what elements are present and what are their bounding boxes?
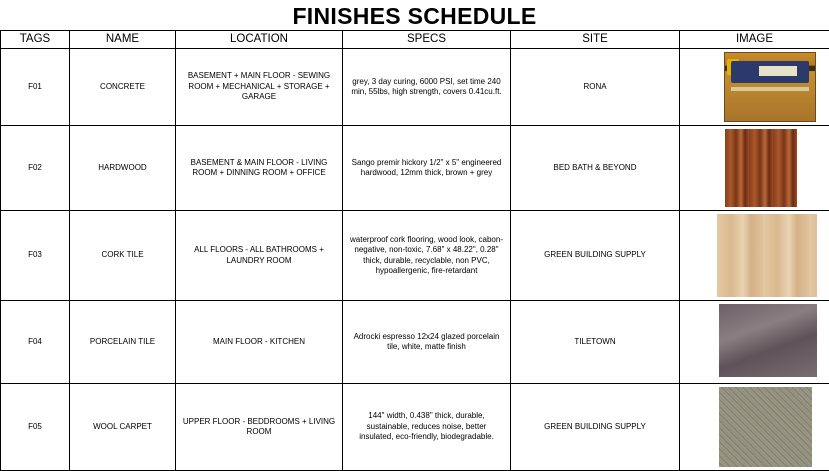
- finishes-table: [0, 30, 829, 471]
- location-cell: ALL FLOORS - ALL BATHROOMS + LAUNDRY ROOM: [176, 211, 343, 301]
- table-row: [1, 49, 829, 126]
- specs-cell: Adrocki espresso 12x24 glazed porcelain tile, white, matte finish: [343, 301, 511, 384]
- image-cell: [680, 126, 829, 211]
- header-location: LOCATION: [176, 31, 343, 49]
- specs-cell: Sango premir hickory 1/2" x 5" engineered hardwood, 12mm thick, brown + grey: [343, 126, 511, 211]
- table-row: [1, 211, 829, 301]
- tag-cell: F03: [1, 211, 70, 301]
- tag-cell: F01: [1, 49, 70, 126]
- specs-cell: grey, 3 day curing, 6000 PSI, set time 240 min, 55lbs, high strength, covers 0.41cu.ft.: [343, 49, 511, 126]
- site-cell: BED BATH & BEYOND: [511, 126, 680, 211]
- porcelain-sample-image: [719, 304, 817, 377]
- location-cell: BASEMENT + MAIN FLOOR - SEWING ROOM + MECHANICAL + STORAGE + GARAGE: [176, 49, 343, 126]
- image-cell: [680, 301, 829, 384]
- site-cell: GREEN BUILDING SUPPLY: [511, 384, 680, 471]
- header-image: IMAGE: [680, 31, 829, 49]
- name-cell: PORCELAIN TILE: [70, 301, 176, 384]
- tag-cell: F05: [1, 384, 70, 471]
- location-cell: BASEMENT & MAIN FLOOR - LIVING ROOM + DINNING ROOM + OFFICE: [176, 126, 343, 211]
- header-specs: SPECS: [343, 31, 511, 49]
- site-cell: RONA: [511, 49, 680, 126]
- hardwood-sample-image: [725, 129, 797, 207]
- site-cell: TILETOWN: [511, 301, 680, 384]
- cork-sample-image: [717, 214, 817, 297]
- location-cell: UPPER FLOOR - BEDDROOMS + LIVING ROOM: [176, 384, 343, 471]
- table-row: [1, 384, 829, 471]
- image-cell: [680, 49, 829, 126]
- schedule-title: FINISHES SCHEDULE: [0, 0, 829, 30]
- location-cell: MAIN FLOOR - KITCHEN: [176, 301, 343, 384]
- table-row: [1, 301, 829, 384]
- header-tags: TAGS: [1, 31, 70, 49]
- specs-cell: waterproof cork flooring, wood look, cabon-negative, non-toxic, 7.68" x 48.22", 0.28" thick, durable, recyclable, non PVC, hypoallergenic, fire-retardant: [343, 211, 511, 301]
- name-cell: HARDWOOD: [70, 126, 176, 211]
- table-row: [1, 126, 829, 211]
- tag-cell: F04: [1, 301, 70, 384]
- tag-cell: F02: [1, 126, 70, 211]
- name-cell: CORK TILE: [70, 211, 176, 301]
- name-cell: CONCRETE: [70, 49, 176, 126]
- specs-cell: 144" width, 0.438" thick, durable, sustainable, reduces noise, better insulated, eco-friendly, biodegradable.: [343, 384, 511, 471]
- image-cell: [680, 211, 829, 301]
- header-row: [1, 31, 829, 49]
- carpet-sample-image: [719, 387, 812, 467]
- header-site: SITE: [511, 31, 680, 49]
- image-cell: [680, 384, 829, 471]
- concrete-bag-image: [724, 52, 816, 122]
- name-cell: WOOL CARPET: [70, 384, 176, 471]
- header-name: NAME: [70, 31, 176, 49]
- site-cell: GREEN BUILDING SUPPLY: [511, 211, 680, 301]
